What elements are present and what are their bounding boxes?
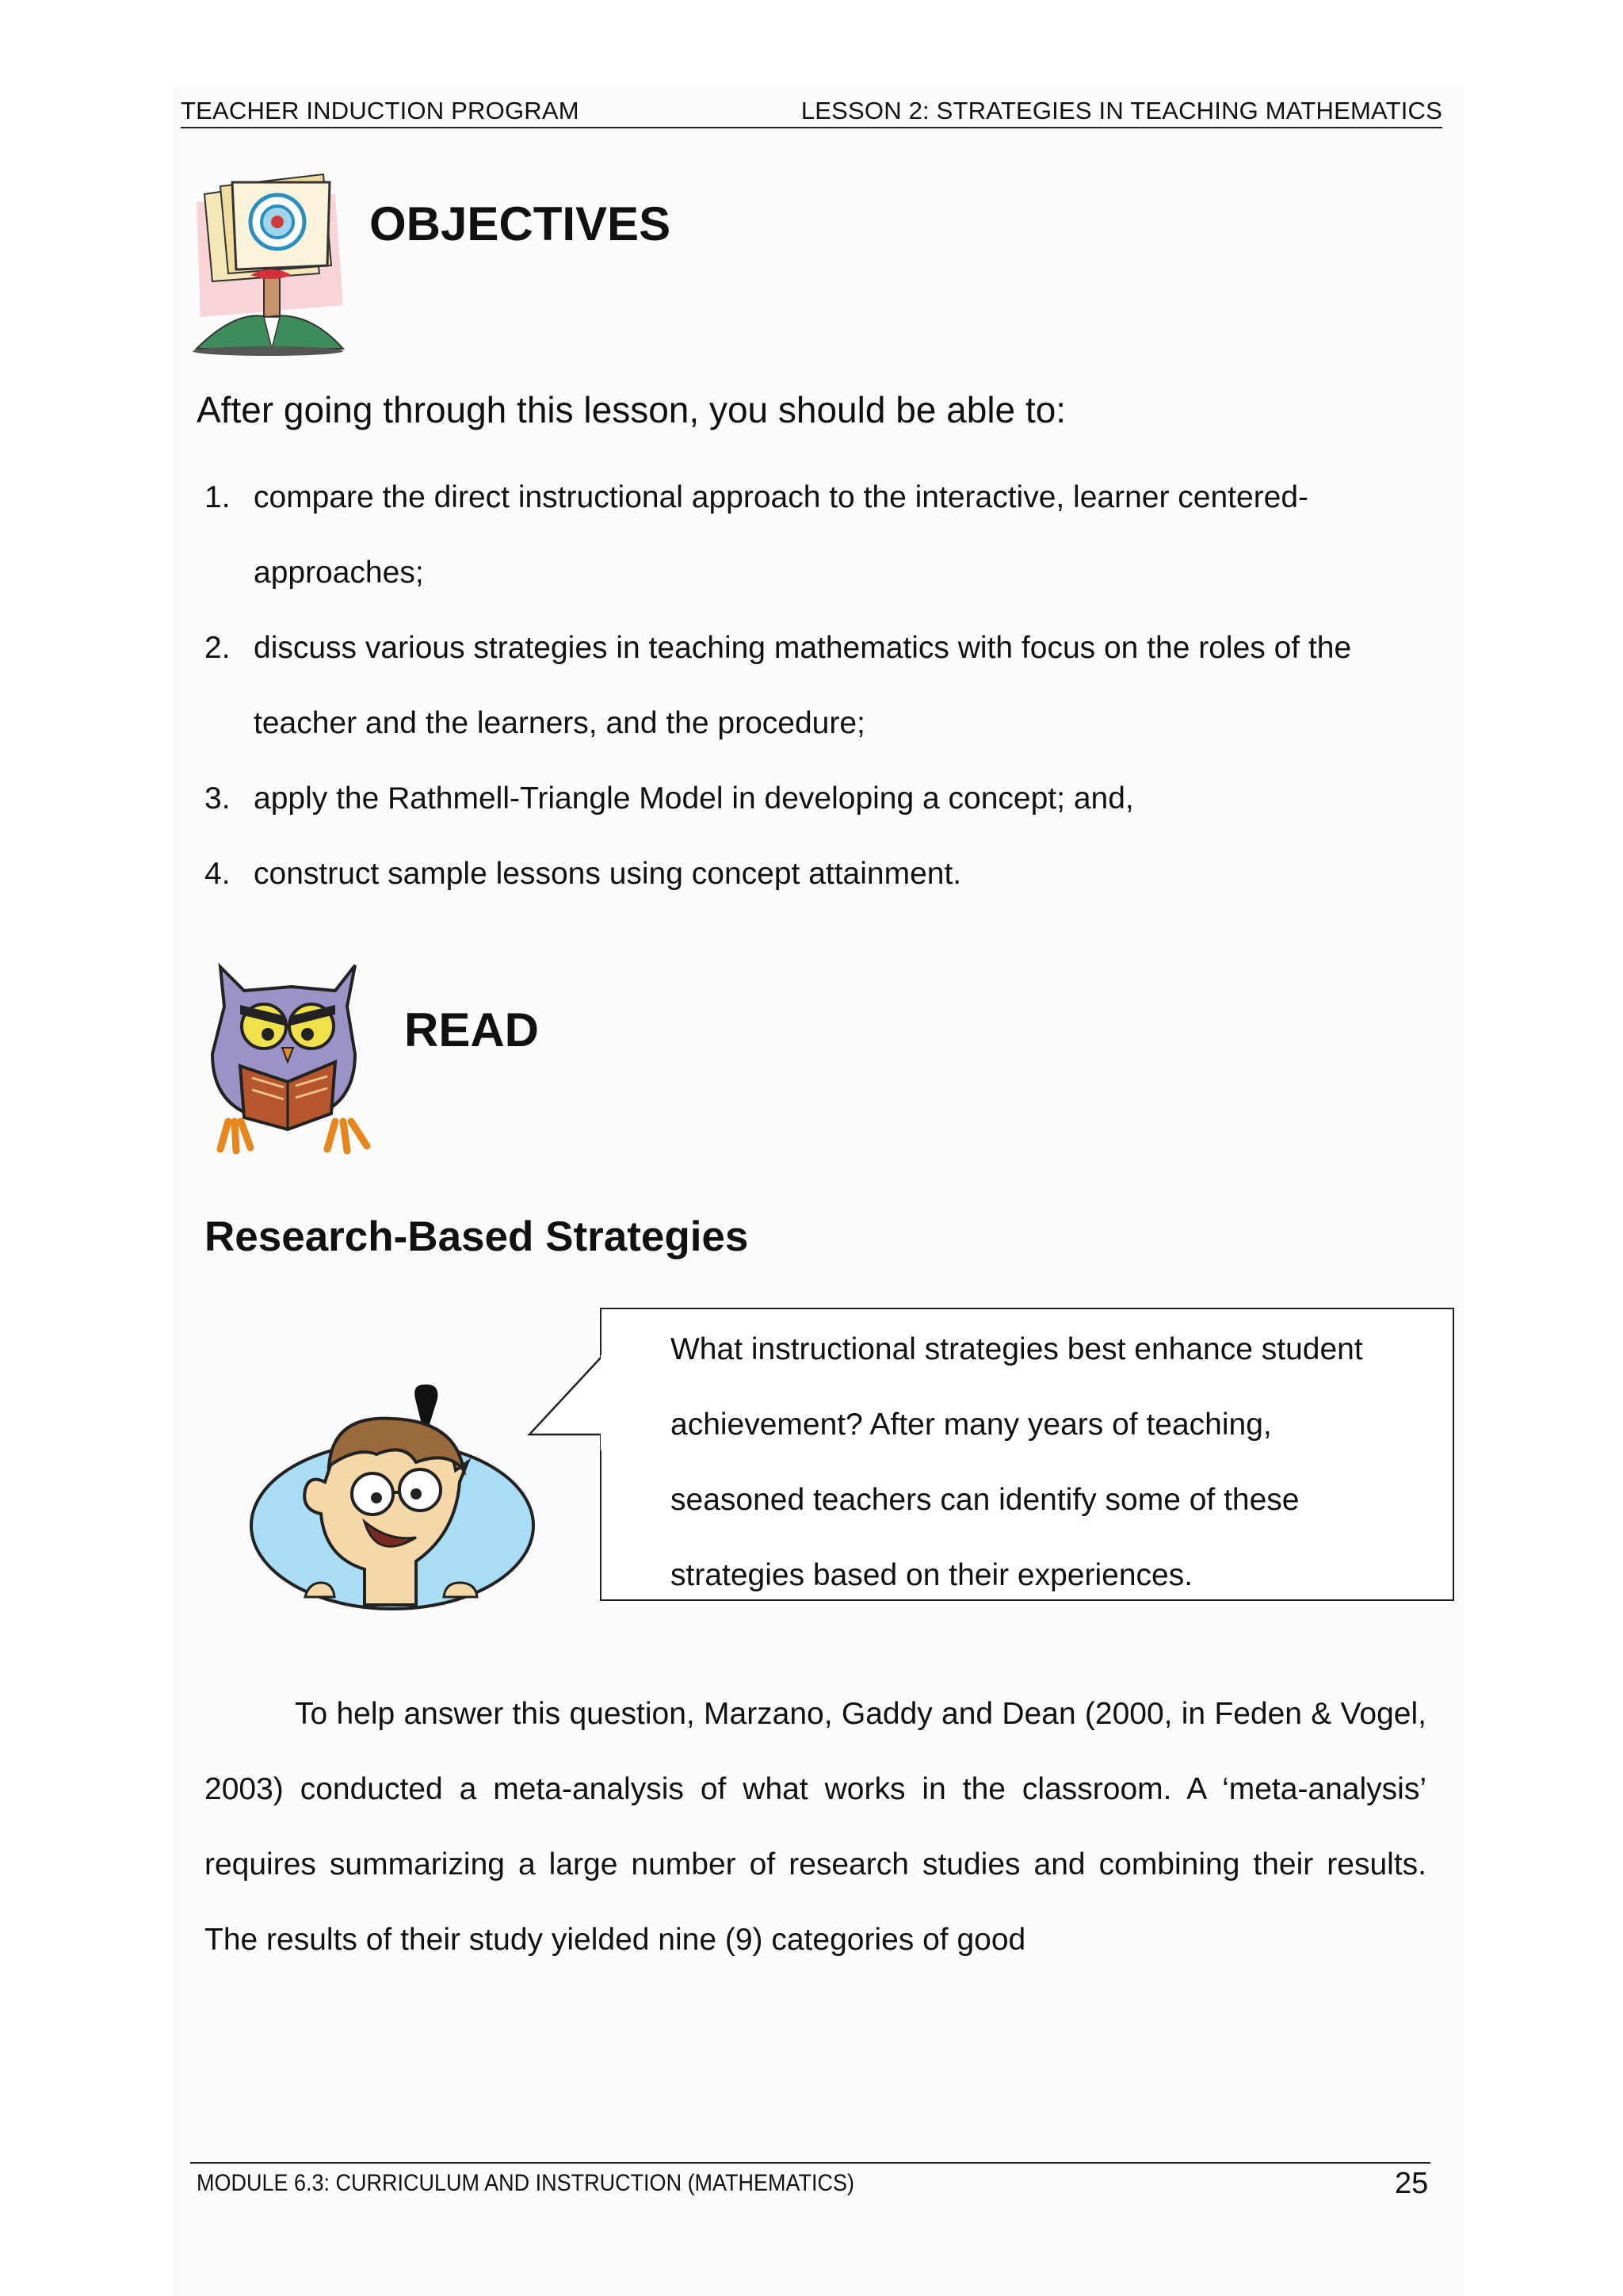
surprised-man-icon xyxy=(246,1375,539,1613)
read-title: READ xyxy=(404,1003,540,1056)
speech-bubble-text xyxy=(670,1312,1447,1613)
list-text: discuss various strategies in teaching mathematics with focus on the roles of the xyxy=(254,631,1352,665)
objectives-intro: After going through this lesson, you should be able to: xyxy=(197,389,1067,430)
list-number: 1. xyxy=(204,480,231,514)
list-item xyxy=(197,761,1433,836)
bubble-line: achievement? After many years of teaching, xyxy=(670,1408,1272,1442)
speech-bubble-tail xyxy=(523,1355,604,1450)
objectives-list xyxy=(197,460,1433,911)
list-text: construct sample lessons using concept attainment. xyxy=(254,857,962,891)
list-text: approaches; xyxy=(254,556,424,590)
list-item xyxy=(197,610,1433,761)
page-number: 25 xyxy=(1395,2167,1429,2200)
header-program: TEACHER INDUCTION PROGRAM xyxy=(181,97,579,124)
header-rule xyxy=(181,127,1442,128)
bubble-line: What instructional strategies best enhance student xyxy=(670,1332,1363,1366)
target-clipart-icon xyxy=(189,170,347,357)
list-item xyxy=(197,836,1433,911)
list-text: compare the direct instructional approach to the interactive, learner centered- xyxy=(254,480,1309,514)
footer-rule xyxy=(190,2162,1430,2164)
bubble-line: seasoned teachers can identify some of these xyxy=(670,1483,1300,1517)
section-title: Research-Based Strategies xyxy=(204,1213,749,1260)
bubble-line: strategies based on their experiences. xyxy=(670,1558,1193,1592)
footer-module: MODULE 6.3: CURRICULUM AND INSTRUCTION (MATHEMATICS) xyxy=(197,2170,855,2196)
list-text: apply the Rathmell-Triangle Model in developing a concept; and, xyxy=(254,781,1134,816)
list-number: 4. xyxy=(204,857,231,891)
list-text: teacher and the learners, and the procedure; xyxy=(254,706,865,740)
owl-reading-icon xyxy=(197,959,387,1157)
list-number: 2. xyxy=(204,631,231,665)
list-item xyxy=(197,460,1433,610)
objectives-title: OBJECTIVES xyxy=(369,197,671,250)
header-lesson: LESSON 2: STRATEGIES IN TEACHING MATHEMATICS xyxy=(800,97,1442,124)
list-number: 3. xyxy=(204,781,231,816)
body-paragraph: To help answer this question, Marzano, Gaddy and Dean (2000, in Feden & Vogel, 2003) conducted a meta-analysis of what works in the classroom. A ‘meta-analysis’ requires summarizing a large number of research studies and combining their results. The results of their study yielded nine (9) categories of good xyxy=(204,1697,1426,1957)
